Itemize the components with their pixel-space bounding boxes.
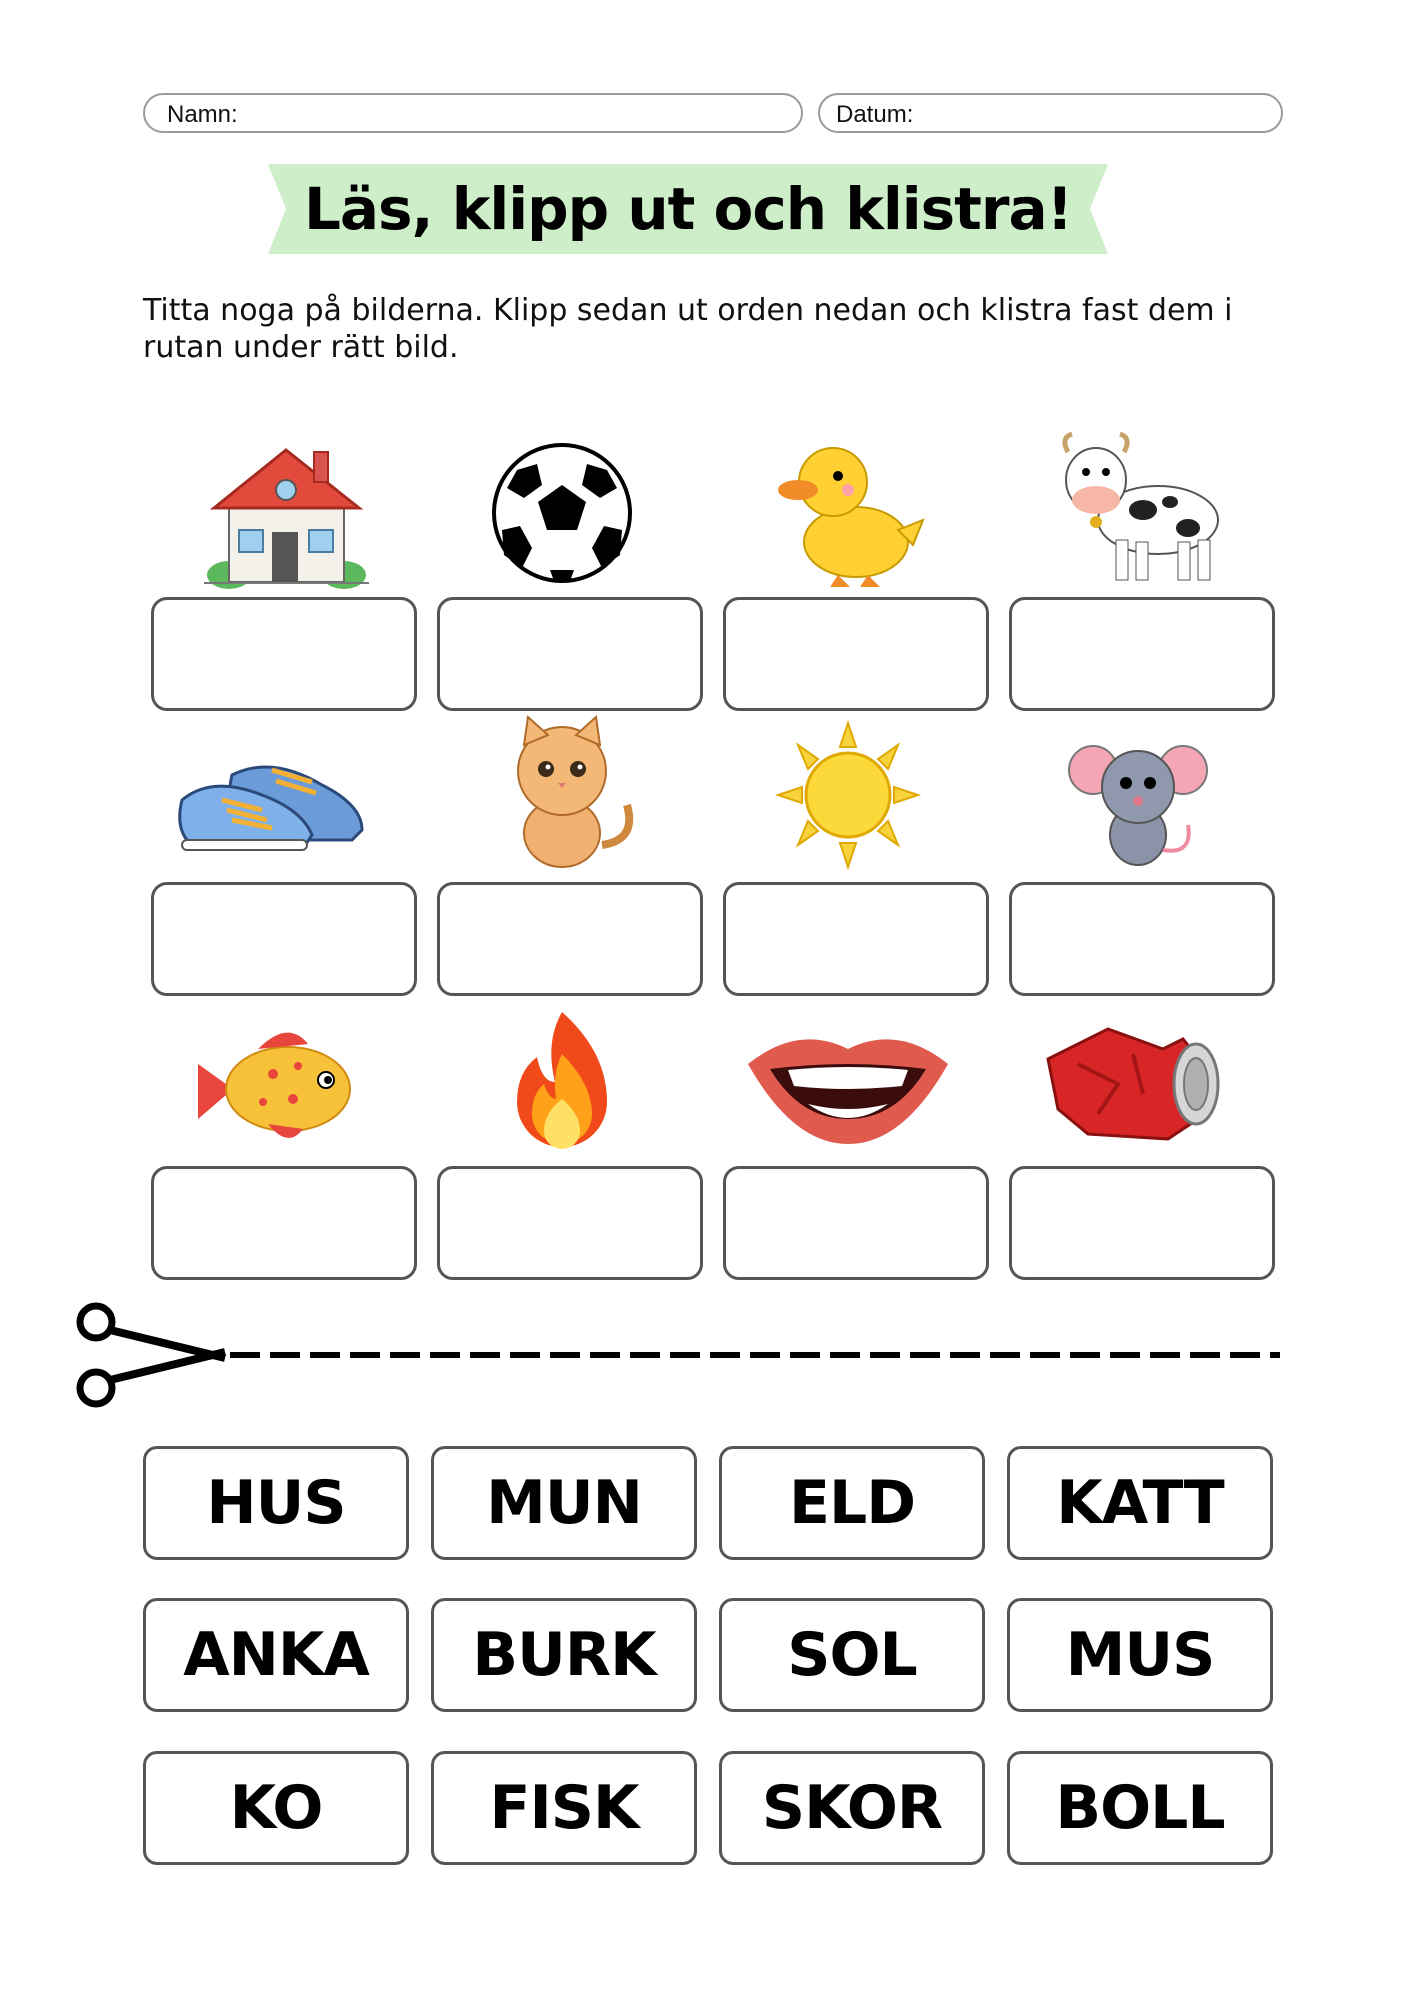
word-card[interactable]: HUS: [143, 1446, 409, 1560]
date-field[interactable]: [818, 93, 1283, 133]
crushed-can-icon: [1038, 1004, 1238, 1164]
answer-box[interactable]: [437, 1166, 703, 1280]
duck-icon: [748, 430, 948, 590]
answer-box[interactable]: [151, 1166, 417, 1280]
word-card[interactable]: SOL: [719, 1598, 985, 1712]
answer-box[interactable]: [723, 597, 989, 711]
instructions-text: Titta noga på bilderna. Klipp sedan ut orden nedan och klistra fast dem i rutan under rätt bild.: [143, 293, 1233, 365]
answer-box[interactable]: [151, 597, 417, 711]
scissors-icon: [80, 1306, 225, 1404]
answer-box[interactable]: [723, 882, 989, 996]
answer-box[interactable]: [437, 882, 703, 996]
cat-icon: [462, 715, 662, 875]
word-card[interactable]: BURK: [431, 1598, 697, 1712]
answer-box[interactable]: [723, 1166, 989, 1280]
answer-box[interactable]: [1009, 597, 1275, 711]
mouse-icon: [1038, 715, 1238, 875]
word-card[interactable]: MUN: [431, 1446, 697, 1560]
page-title: Läs, klipp ut och klistra!: [303, 175, 1073, 243]
cow-icon: [1038, 430, 1238, 590]
title-banner: [268, 164, 1108, 254]
word-card[interactable]: ELD: [719, 1446, 985, 1560]
word-card[interactable]: MUS: [1007, 1598, 1273, 1712]
fire-icon: [462, 1004, 662, 1164]
word-card[interactable]: KATT: [1007, 1446, 1273, 1560]
mouth-icon: [748, 1004, 948, 1164]
fish-icon: [178, 1004, 378, 1164]
answer-box[interactable]: [1009, 882, 1275, 996]
answer-box[interactable]: [151, 882, 417, 996]
word-card[interactable]: FISK: [431, 1751, 697, 1865]
word-card[interactable]: ANKA: [143, 1598, 409, 1712]
sun-icon: [748, 715, 948, 875]
house-icon: [184, 430, 384, 590]
name-field[interactable]: [143, 93, 803, 133]
soccer-ball-icon: [462, 430, 662, 590]
answer-box[interactable]: [1009, 1166, 1275, 1280]
date-label: Datum:: [836, 101, 914, 128]
cut-line: [70, 1300, 1300, 1410]
answer-box[interactable]: [437, 597, 703, 711]
shoes-icon: [172, 715, 372, 875]
word-card[interactable]: KO: [143, 1751, 409, 1865]
word-card[interactable]: SKOR: [719, 1751, 985, 1865]
name-label: Namn:: [167, 101, 238, 128]
word-card[interactable]: BOLL: [1007, 1751, 1273, 1865]
